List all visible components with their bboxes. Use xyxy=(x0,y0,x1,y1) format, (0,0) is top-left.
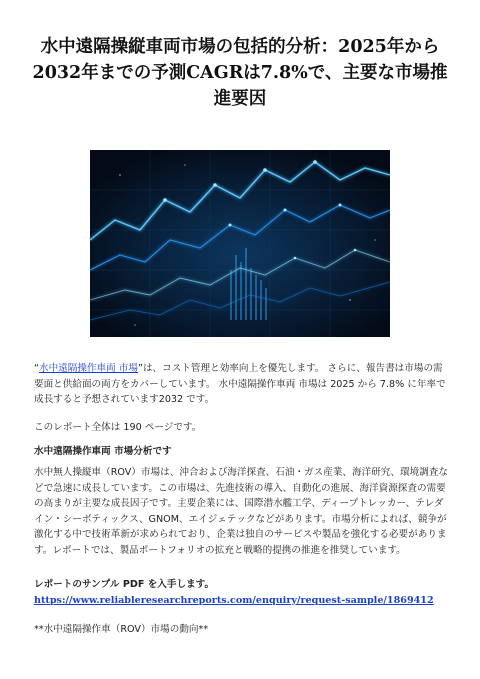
page-count-text: このレポート全体は 190 ページです。 xyxy=(34,422,202,433)
document-title: 水中遠隔操縦車両市場の包括的分析：2025年から2032年までの予測CAGRは7.8%で、主要な市場推進要因 xyxy=(32,37,448,109)
sample-link[interactable]: https://www.reliableresearchreports.com/enquiry/request-sample/1869412 xyxy=(34,594,434,606)
trend-heading: **水中遠隔操作車（ROV）市場の動向** xyxy=(34,624,209,635)
sample-label: レポートのサンプル PDF を入手します。 xyxy=(34,579,215,590)
lead-paragraph xyxy=(34,361,448,408)
market-link[interactable]: 水中遠隔操作車両 市場 xyxy=(38,363,138,374)
analysis-paragraph: 水中無人操縦車（ROV）市場は、沖合および海洋探査、石油・ガス産業、海洋研究、環境調査などで急速に成長しています。この市場は、先進技術の導入、自動化の進展、海洋資源探査の需要の高まりが主要な成長因子です。主要企業には、国際潜水艦工学、ディープトレッカー、テレダイン・シーボティックス、GNOM、エイジェテックなどがあります。市場分析によれば、競争が激化する中で技術革新が求められており、企業は独自のサービスや製品を強化する必要があります。レポートでは、製品ポートフォリオの拡充と戦略的提携の推進を推奨しています。 xyxy=(34,467,448,556)
analysis-heading: 水中遠隔操作車両 市場分析です xyxy=(34,446,172,457)
lead-text: ”は、コスト管理と効率向上を優先します。 さらに、報告書は市場の需要面と供給面の両方をカバーしています。 水中遠隔操作車両 市場は 2025 から 7.8% に年率で成長すると予想されています2032 です。 xyxy=(34,363,446,406)
hero-image xyxy=(90,150,390,337)
data-visualization-illustration xyxy=(90,150,390,337)
sample-request xyxy=(34,577,448,608)
quote-open: “ xyxy=(34,363,39,374)
